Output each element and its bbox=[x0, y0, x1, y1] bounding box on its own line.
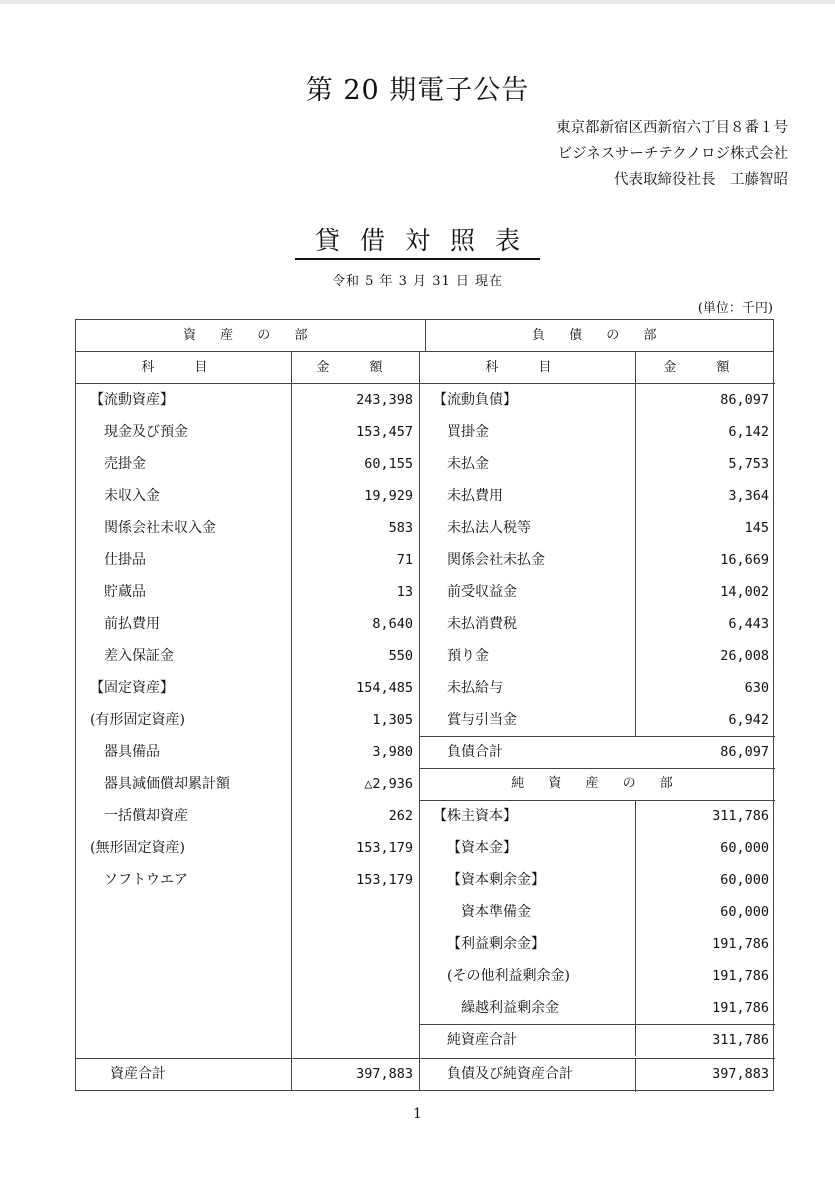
row-value: 145 bbox=[744, 520, 769, 536]
row-label: 貯蔵品 bbox=[104, 584, 146, 600]
row-value: 397,883 bbox=[356, 1066, 413, 1082]
net-asset-row bbox=[76, 800, 775, 832]
row-label: 器具減価償却累計額 bbox=[104, 776, 230, 792]
row-value: 153,179 bbox=[356, 872, 413, 888]
row-label: 未収入金 bbox=[104, 488, 160, 504]
net-asset-row bbox=[76, 896, 775, 928]
row-value: 86,097 bbox=[720, 392, 769, 408]
row-label: 【株主資本】 bbox=[433, 808, 517, 824]
row-value: 3,980 bbox=[372, 744, 413, 760]
net-asset-row bbox=[76, 928, 775, 960]
row-value: 153,179 bbox=[356, 840, 413, 856]
row-value: 5,753 bbox=[728, 456, 769, 472]
row-label: 関係会社未払金 bbox=[447, 552, 545, 568]
liability-row bbox=[76, 416, 775, 448]
row-value: 71 bbox=[396, 552, 413, 568]
row-label: 繰越利益剰余金 bbox=[461, 1000, 559, 1016]
row-value: 19,929 bbox=[364, 488, 413, 504]
row-value: 191,786 bbox=[712, 936, 769, 952]
liabilities-amount-header: 金 額 bbox=[635, 352, 775, 384]
row-label: 純資産合計 bbox=[447, 1032, 517, 1048]
document-title bbox=[0, 226, 835, 260]
company-block bbox=[556, 115, 788, 193]
row-label: 前受収益金 bbox=[447, 584, 517, 600]
assets-section-header: 資 産 の 部 bbox=[76, 320, 425, 352]
row-label: 未払法人税等 bbox=[447, 520, 531, 536]
row-value: 397,883 bbox=[712, 1066, 769, 1082]
row-value: 60,000 bbox=[720, 840, 769, 856]
row-label: 【流動資産】 bbox=[90, 392, 174, 408]
row-label: (有形固定資産) bbox=[90, 712, 185, 728]
row-label: 【流動負債】 bbox=[433, 392, 517, 408]
row-label: 前払費用 bbox=[104, 616, 160, 632]
balance-sheet-table bbox=[75, 319, 774, 1091]
row-label: 現金及び預金 bbox=[104, 424, 188, 440]
liability-row bbox=[76, 544, 775, 576]
as-of-date: 令和 5 年 3 月 31 日 現在 bbox=[331, 274, 503, 289]
row-value: 6,443 bbox=[728, 616, 769, 632]
row-value: 26,008 bbox=[720, 648, 769, 664]
row-label: 資本準備金 bbox=[461, 904, 531, 920]
row-label: 【資本剰余金】 bbox=[447, 872, 545, 888]
row-value: 13 bbox=[396, 584, 413, 600]
company-name: ビジネスサーチテクノロジ株式会社 bbox=[557, 146, 788, 162]
top-border bbox=[0, 0, 835, 4]
row-label: 未払給与 bbox=[447, 680, 503, 696]
liabilities-section-header: 負 債 の 部 bbox=[425, 320, 774, 352]
grand-total-row bbox=[76, 1058, 775, 1090]
row-value: 6,942 bbox=[728, 712, 769, 728]
row-label: (その他利益剰余金) bbox=[447, 968, 570, 984]
assets-amount-header: 金 額 bbox=[291, 352, 425, 384]
row-label: 買掛金 bbox=[447, 424, 489, 440]
row-value: 3,364 bbox=[728, 488, 769, 504]
row-label: 差入保証金 bbox=[104, 648, 174, 664]
row-label: ソフトウエア bbox=[104, 872, 188, 888]
row-label: 一括償却資産 bbox=[104, 808, 188, 824]
assets-item-header: 科 目 bbox=[76, 352, 291, 384]
row-label: 未払費用 bbox=[447, 488, 503, 504]
row-label: 負債合計 bbox=[447, 744, 503, 760]
row-label: 関係会社未収入金 bbox=[104, 520, 216, 536]
row-value: 60,000 bbox=[720, 904, 769, 920]
row-label: 売掛金 bbox=[104, 456, 146, 472]
row-value: 191,786 bbox=[712, 1000, 769, 1016]
row-value: 60,000 bbox=[720, 872, 769, 888]
net-asset-row bbox=[76, 832, 775, 864]
liability-row bbox=[76, 640, 775, 672]
row-value: 262 bbox=[388, 808, 413, 824]
row-value: 311,786 bbox=[712, 808, 769, 824]
row-value: 630 bbox=[744, 680, 769, 696]
liability-row bbox=[76, 576, 775, 608]
row-value: △2,936 bbox=[364, 776, 413, 792]
company-representative: 代表取締役社長 工藤智昭 bbox=[614, 172, 788, 188]
net-assets-section-header: 純 資 産 の 部 bbox=[511, 776, 683, 791]
row-value: 6,142 bbox=[728, 424, 769, 440]
row-label: 負債及び純資産合計 bbox=[447, 1066, 573, 1082]
liabilities-subtotal-row bbox=[76, 736, 775, 768]
row-label: 【固定資産】 bbox=[90, 680, 174, 696]
net-assets-subtotal-row bbox=[76, 1024, 775, 1056]
row-value: 14,002 bbox=[720, 584, 769, 600]
liability-row bbox=[76, 672, 775, 704]
row-value: 8,640 bbox=[372, 616, 413, 632]
liability-row bbox=[76, 704, 775, 736]
liability-row bbox=[76, 608, 775, 640]
row-value: 243,398 bbox=[356, 392, 413, 408]
row-value: 60,155 bbox=[364, 456, 413, 472]
row-value: 86,097 bbox=[720, 744, 769, 760]
page-number: 1 bbox=[413, 1106, 422, 1122]
net-asset-row bbox=[76, 960, 775, 992]
row-value: 311,786 bbox=[712, 1032, 769, 1048]
row-label: 預り金 bbox=[447, 648, 489, 664]
liability-row bbox=[76, 384, 775, 416]
row-label: 未払金 bbox=[447, 456, 489, 472]
liability-row bbox=[76, 512, 775, 544]
row-value: 153,457 bbox=[356, 424, 413, 440]
page-title: 第 20 期電子公告 bbox=[305, 75, 530, 106]
unit-label: (単位：千円) bbox=[697, 301, 773, 316]
net-asset-row bbox=[76, 864, 775, 896]
row-value: 583 bbox=[388, 520, 413, 536]
row-label: 未払消費税 bbox=[447, 616, 517, 632]
company-address: 東京都新宿区西新宿六丁目８番１号 bbox=[556, 120, 788, 136]
row-label: 資産合計 bbox=[110, 1066, 166, 1082]
net-asset-row bbox=[76, 992, 775, 1024]
row-value: 1,305 bbox=[372, 712, 413, 728]
row-value: 154,485 bbox=[356, 680, 413, 696]
row-label: 【資本金】 bbox=[447, 840, 517, 856]
row-label: (無形固定資産) bbox=[90, 840, 185, 856]
row-label: 【利益剰余金】 bbox=[447, 936, 545, 952]
liability-row bbox=[76, 448, 775, 480]
row-value: 16,669 bbox=[720, 552, 769, 568]
liability-row bbox=[76, 480, 775, 512]
row-label: 仕掛品 bbox=[104, 552, 146, 568]
row-label: 器具備品 bbox=[104, 744, 160, 760]
row-value: 191,786 bbox=[712, 968, 769, 984]
row-value: 550 bbox=[388, 648, 413, 664]
document-title-text: 貸借対照表 bbox=[295, 226, 540, 260]
row-label: 賞与引当金 bbox=[447, 712, 517, 728]
liabilities-item-header: 科 目 bbox=[419, 352, 635, 384]
